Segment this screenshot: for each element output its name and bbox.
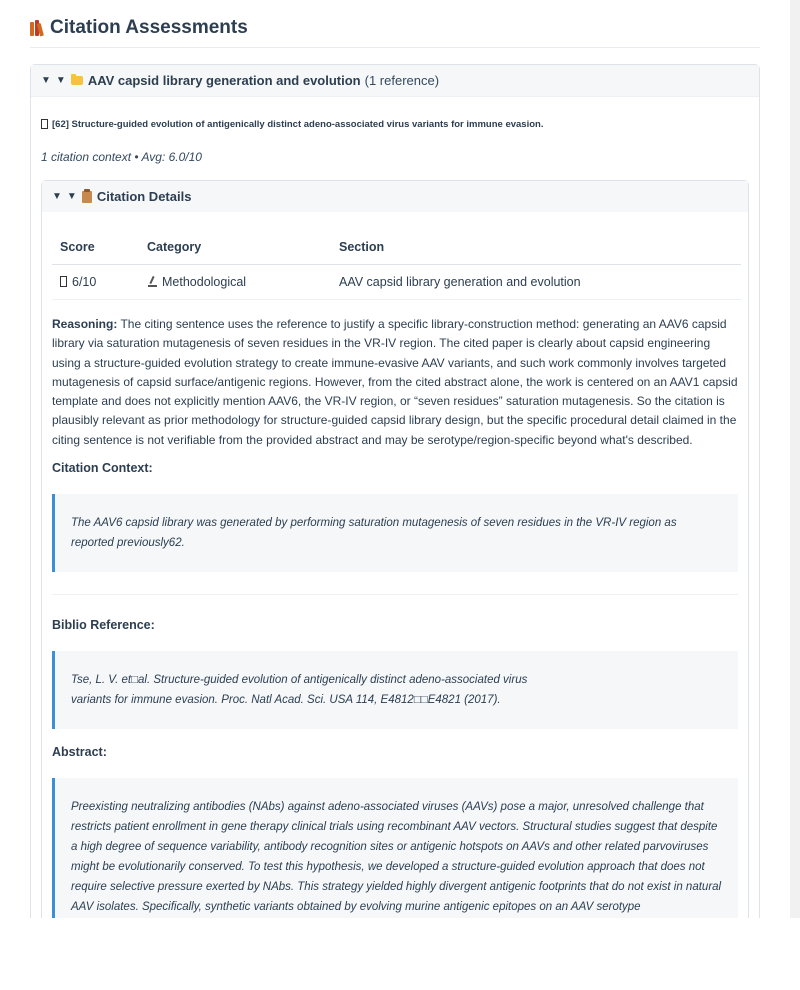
- scrollbar-track[interactable]: [790, 0, 800, 918]
- table-row: [52, 265, 741, 300]
- biblio-line-2: variants for immune evasion. Proc. Natl Acad. Sci. USA 114, E4812□□E4821 (2017).: [71, 694, 501, 707]
- header-section: Section: [331, 230, 741, 265]
- reasoning-label: Reasoning:: [52, 317, 118, 331]
- category-value: Methodological: [162, 275, 247, 289]
- reference-title: [41, 117, 749, 131]
- triangle-down-icon: ▼: [41, 75, 51, 86]
- biblio-reference-quote: [52, 651, 738, 729]
- citation-context-quote: The AAV6 capsid library was generated by performing saturation mutagenesis of seven residues in the VR-IV region as reported previously62.: [52, 494, 738, 572]
- triangle-down-icon: ▼: [52, 191, 62, 202]
- context-summary: 1 citation context • Avg: 6.0/10: [41, 150, 202, 164]
- page-title-text: Citation Assessments: [50, 16, 248, 38]
- section-summary[interactable]: [31, 65, 759, 97]
- details-summary[interactable]: [42, 181, 748, 212]
- triangle-down-icon: ▼: [66, 191, 77, 202]
- section-body: [31, 117, 759, 918]
- reasoning-text: The citing sentence uses the reference to justify a specific library-construction method: generating an AAV6 capsid library via saturation mutagenesis of seven residues in the VR-IV region. The cited paper is clearly about capsid engineering using a structure-guided evolution strategy to create immune-evasive AAV variants, and such work commonly involves targeted mutagenesis of capsid surface/antigenic regions. However, from the cited abstract alone, the work is centered on an AAV1 capsid template and does not explicitly mention AAV6, the VR-IV region, or “seven residues” saturation mutagenesis. So the citation is plausibly relevant as prior methodology for structure-guided capsid library design, but the specific procedural detail claimed in the citing sentence is not verifiable from the provided abstract and may be serotype/region-specific beyond what's described.: [52, 317, 738, 447]
- page: [30, 0, 760, 918]
- cell-category: [139, 265, 331, 300]
- microscope-icon: [147, 276, 157, 287]
- citation-context-label: Citation Context:: [52, 461, 153, 476]
- header-score: Score: [52, 230, 139, 265]
- citation-details: [41, 180, 749, 918]
- page-title: [30, 17, 248, 39]
- folder-icon: [71, 76, 83, 85]
- details-table: [52, 230, 741, 300]
- divider: [52, 594, 738, 595]
- reference-title-text: [62] Structure-guided evolution of antigenically distinct adeno-associated virus variants for immune evasion.: [52, 118, 544, 130]
- reference-count: (1 reference): [364, 73, 440, 88]
- details-body: [42, 230, 748, 918]
- section-title: AAV capsid library generation and evolution: [87, 73, 361, 88]
- abstract-label: Abstract:: [52, 745, 107, 760]
- triangle-down-icon: ▼: [55, 75, 66, 86]
- missing-glyph-icon: [60, 276, 67, 287]
- cell-score: [52, 265, 139, 300]
- abstract-quote: [52, 778, 738, 918]
- score-value: 6/10: [72, 275, 97, 289]
- books-icon: [30, 20, 44, 36]
- missing-glyph-icon: [41, 119, 48, 129]
- reasoning: [52, 315, 738, 450]
- cell-section: AAV capsid library generation and evolution: [331, 265, 741, 300]
- header-category: Category: [139, 230, 331, 265]
- biblio-reference-label: Biblio Reference:: [52, 618, 155, 633]
- section-aav-capsid: [30, 64, 760, 918]
- table-header-row: [52, 230, 741, 265]
- abstract-text: Preexisting neutralizing antibodies (NAbs) against adeno-associated viruses (AAVs) pose a major, unresolved challenge that restricts patient enrollment in gene therapy clinical trials using recombinant AAV vectors. Structural studies suggest that despite a high degree of sequence variability, antibody recognition sites or antigenic hotspots on AAVs and other related parvoviruses might be evolutionarily conserved. To test this hypothesis, we developed a structure-guided evolution approach that does not require selective pressure exerted by NAbs. This strategy yielded highly divergent antigenic footprints that do not exist in natural AAV isolates. Specifically, synthetic variants obtained by evolving murine antigenic epitopes on an AAV serotype: [71, 801, 722, 914]
- clipboard-icon: [82, 191, 92, 203]
- biblio-line-1: Tse, L. V. et□al. Structure-guided evolution of antigenically distinct adeno-associated virus: [71, 674, 528, 687]
- details-title: Citation Details: [96, 189, 192, 204]
- page-header: [30, 0, 760, 48]
